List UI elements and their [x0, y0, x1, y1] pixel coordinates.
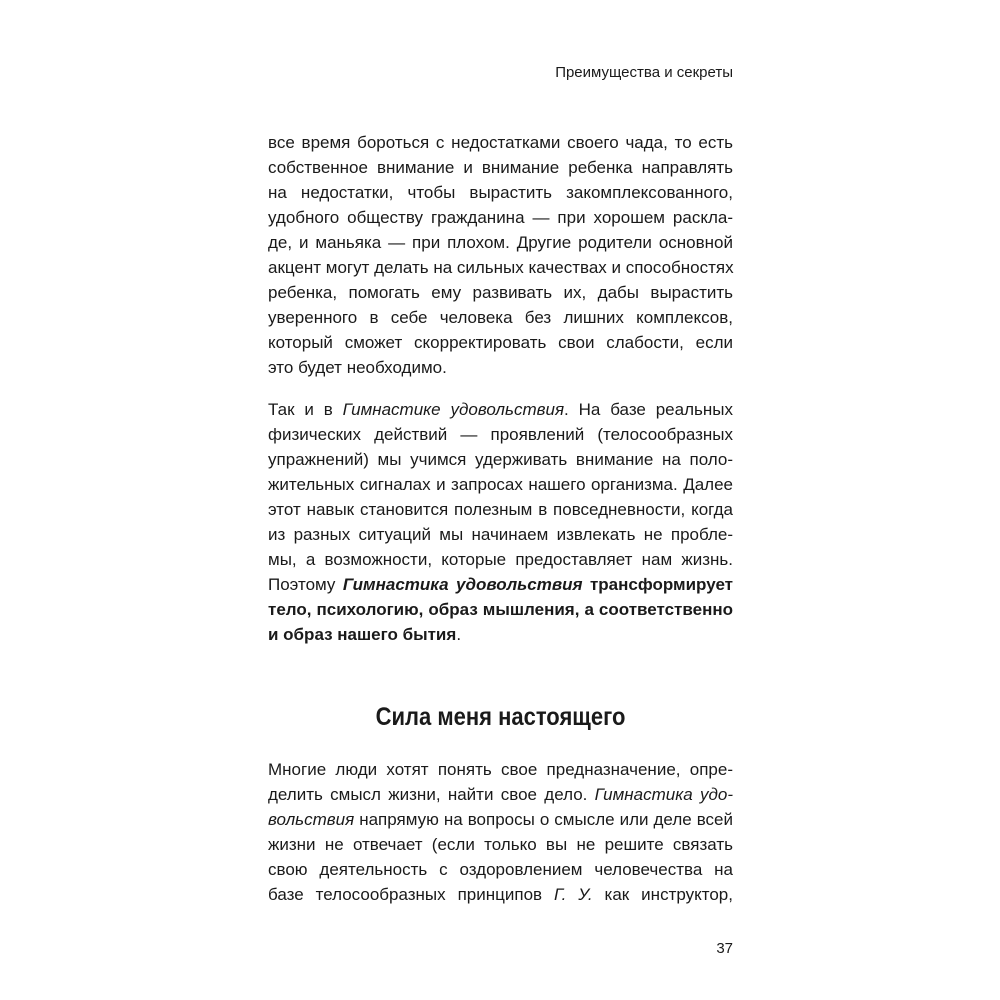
- emphasis-run: Гимнастика удо-: [594, 785, 733, 804]
- text-line: [268, 330, 733, 355]
- text-run: упражнений) мы учимся удерживать внимание на поло-: [268, 450, 733, 469]
- text-line: [268, 255, 733, 280]
- text-line: [268, 472, 733, 497]
- text-run: все время бороться с недостатками своего чада, то есть: [268, 133, 733, 152]
- text-line: [268, 547, 733, 572]
- emphasis-run: трансформирует: [582, 575, 734, 594]
- text-run: удобного обществу гражданина — при хорошем раскла-: [268, 208, 733, 227]
- text-line: [268, 205, 733, 230]
- text-line: [268, 572, 733, 597]
- text-run: свою деятельность с оздоровлением человечества на: [268, 860, 733, 879]
- text-line: [268, 497, 733, 522]
- text-line: [268, 757, 733, 782]
- text-run: уверенного в себе человека без лишних комплексов,: [268, 308, 733, 327]
- emphasis-run: вольствия: [268, 810, 355, 829]
- emphasis-run: тело, психологию, образ мышления, а соответственно: [268, 600, 733, 619]
- emphasis-run: Г. У.: [554, 885, 593, 904]
- text-run: Так и в: [268, 400, 343, 419]
- text-run: жительных сигналах и запросах нашего организма. Далее: [268, 475, 733, 494]
- text-line: [268, 280, 733, 305]
- text-run: . На базе реальных: [564, 400, 733, 419]
- emphasis-run: Гимнастика удовольствия: [342, 575, 583, 594]
- text-run: как инструктор,: [592, 885, 733, 904]
- text-line: [268, 882, 733, 907]
- text-line: [268, 230, 733, 255]
- text-run: это будет необходимо.: [268, 358, 447, 377]
- text-run: базе телосообразных принципов: [268, 885, 555, 904]
- text-line: [268, 782, 733, 807]
- text-line: [268, 355, 733, 380]
- text-run: этот навык становится полезным в повседневности, когда: [268, 500, 733, 519]
- emphasis-run: и образ нашего бытия: [268, 625, 457, 644]
- text-run: собственное внимание и внимание ребенка направлять: [268, 158, 733, 177]
- text-line: [268, 397, 733, 422]
- paragraph: [268, 757, 733, 907]
- text-line: [268, 447, 733, 472]
- text-run: акцент могут делать на сильных качествах и способностях: [268, 258, 734, 277]
- running-head: Преимущества и секреты: [555, 64, 733, 81]
- text-line: [268, 807, 733, 832]
- text-line: [268, 130, 733, 155]
- text-run: Многие люди хотят понять свое предназначение, опре-: [268, 760, 733, 779]
- text-line: [268, 180, 733, 205]
- text-line: [268, 832, 733, 857]
- text-line: [268, 857, 733, 882]
- text-line: [268, 422, 733, 447]
- emphasis-run: Гимнастике удовольствия: [342, 400, 565, 419]
- text-run: Поэтому: [268, 575, 343, 594]
- text-run: из разных ситуаций мы начинаем извлекать не пробле-: [268, 525, 733, 544]
- text-run: делить смысл жизни, найти свое дело.: [268, 785, 595, 804]
- text-run: ребенка, помогать ему развивать их, дабы вырастить: [268, 283, 733, 302]
- text-run: физических действий — проявлений (телосообразных: [268, 425, 733, 444]
- section-heading: Сила меня настоящего: [375, 703, 626, 731]
- text-line: [268, 522, 733, 547]
- text-run: .: [456, 625, 462, 644]
- text-line: [268, 155, 733, 180]
- text-line: [268, 622, 733, 647]
- text-line: [268, 597, 733, 622]
- page-number: 37: [716, 940, 733, 957]
- text-run: напрямую на вопросы о смысле или деле всей: [354, 810, 733, 829]
- paragraph: [268, 397, 733, 647]
- text-run: жизни не отвечает (если только вы не решите связать: [268, 835, 733, 854]
- text-run: мы, а возможности, которые предоставляет нам жизнь.: [268, 550, 733, 569]
- text-line: [268, 305, 733, 330]
- text-run: который сможет скорректировать свои слабости, если: [268, 333, 733, 352]
- text-run: де, и маньяка — при плохом. Другие родители основной: [268, 233, 733, 252]
- paragraph: [268, 130, 733, 380]
- text-run: на недостатки, чтобы вырастить закомплексованного,: [268, 183, 733, 202]
